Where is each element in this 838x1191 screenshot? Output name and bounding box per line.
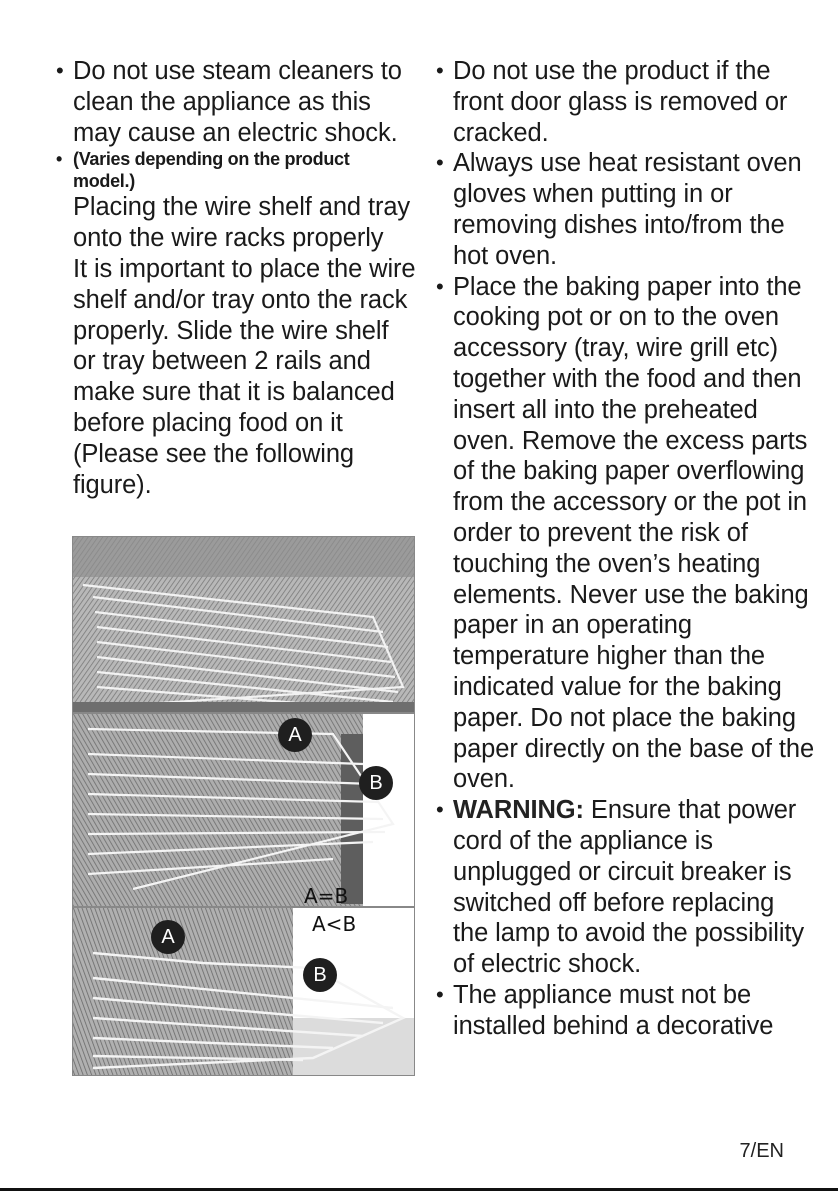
model-note: (Varies depending on the product model.) [73, 149, 350, 192]
list-item [436, 980, 816, 1042]
item-text: Do not use steam cleaners to clean the appliance as this may cause an electric shock. [73, 57, 402, 147]
section-body: It is important to place the wire shelf and/or tray onto the rack properly. Slide the wire shelf or tray between 2 rails and make sure that it is balanced before placing food on it (Please see the following figure). [73, 254, 416, 499]
warning-label: WARNING: [453, 796, 584, 825]
list-item [436, 272, 816, 796]
bullet-icon: • [436, 797, 444, 823]
list-item [436, 148, 816, 271]
marker-b: B [359, 766, 393, 800]
bullet-icon: • [436, 273, 444, 299]
figure-panel-top [72, 536, 415, 713]
figure-panel-bottom [72, 907, 415, 1076]
list-item [56, 56, 416, 148]
list-item [436, 795, 816, 980]
bullet-icon: • [56, 149, 63, 170]
list-item [56, 148, 416, 192]
figure-panel-middle [72, 713, 415, 907]
marker-a: A [151, 920, 185, 954]
equal-label: A=B [304, 884, 349, 908]
list-item [436, 56, 816, 148]
item-text: Ensure that power cord of the appliance is unplugged or circuit breaker is switched off before replacing the lamp to avoid the possibility of electric shock. [453, 796, 805, 979]
item-text: Place the baking paper into the cooking pot or on to the oven accessory (tray, wire grill etc) together with the food and then insert all into the preheated oven. Remove the excess parts of the baking paper overflowing from the accessory or the pot in order to prevent the risk of touching the oven’s heating elements. Never use the baking paper in an operating temperature higher than the indicated value for the baking paper. Do not place the baking paper directly on the base of the oven. [453, 272, 815, 794]
bullet-icon: • [436, 150, 444, 176]
wire-shelf-figure [72, 536, 415, 1076]
left-column [56, 56, 416, 500]
section-title: Placing the wire shelf and tray onto the wire racks properly [73, 193, 411, 253]
item-text: Always use heat resistant oven gloves when putting in or removing dishes into/from the hot oven. [453, 149, 802, 270]
right-column [436, 56, 816, 1042]
marker-b: B [303, 958, 337, 992]
page-number: 7/EN [739, 1140, 784, 1162]
item-text: Do not use the product if the front door glass is removed or cracked. [453, 57, 788, 147]
bullet-icon: • [436, 981, 444, 1007]
bullet-icon: • [436, 58, 444, 83]
less-than-label: A<B [312, 912, 357, 936]
item-text: The appliance must not be installed behind a decorative [453, 980, 774, 1040]
marker-a: A [278, 718, 312, 752]
bullet-icon: • [56, 58, 64, 83]
